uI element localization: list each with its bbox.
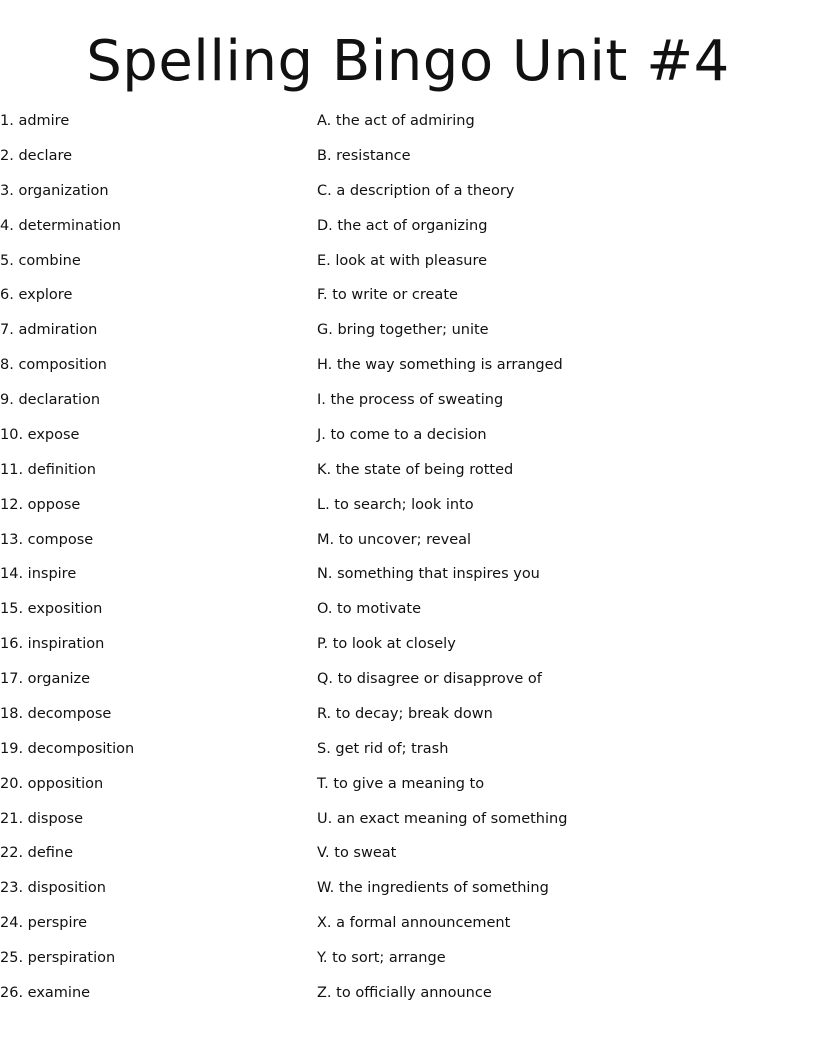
word-item: 13. compose: [0, 531, 94, 548]
word-item: 2. declare: [0, 147, 73, 164]
definition-item: C. a description of a theory: [317, 182, 515, 199]
definition-item: Z. to officially announce: [317, 985, 492, 1001]
word-item: 6. explore: [0, 287, 73, 304]
definition-item: D. the act of organizing: [317, 217, 488, 234]
word-item: 24. perspire: [0, 915, 88, 932]
definition-item: B. resistance: [317, 147, 411, 164]
definition-item: N. something that inspires you: [317, 566, 540, 583]
definition-item: R. to decay; break down: [317, 705, 493, 722]
word-item: 10. expose: [0, 426, 80, 443]
definition-item: T. to give a meaning to: [317, 775, 485, 792]
word-item: 12. oppose: [0, 496, 81, 513]
word-item: 17. organize: [0, 671, 91, 688]
definition-item: L. to search; look into: [317, 496, 474, 513]
word-item: 18. decompose: [0, 705, 112, 722]
definition-item: E. look at with pleasure: [317, 252, 488, 269]
word-item: 8. composition: [0, 357, 107, 374]
definition-item: J. to come to a decision: [317, 426, 487, 443]
definition-item: O. to motivate: [317, 601, 421, 618]
definition-item: V. to sweat: [317, 845, 397, 862]
word-item: 1. admire: [0, 113, 70, 129]
word-item: 16. inspiration: [0, 636, 105, 653]
page-title: Spelling Bingo Unit #4: [86, 29, 730, 94]
word-item: 14. inspire: [0, 566, 77, 583]
definition-item: U. an exact meaning of something: [317, 810, 568, 827]
definition-item: Q. to disagree or disapprove of: [317, 671, 542, 688]
word-item: 25. perspiration: [0, 950, 116, 967]
word-item: 3. organization: [0, 182, 109, 199]
word-item: 22. define: [0, 845, 74, 862]
definition-item: S. get rid of; trash: [317, 740, 449, 757]
word-item: 20. opposition: [0, 775, 104, 792]
definition-item: K. the state of being rotted: [317, 461, 514, 478]
definition-item: H. the way something is arranged: [317, 357, 563, 374]
word-item: 26. examine: [0, 985, 91, 1001]
word-item: 21. dispose: [0, 810, 84, 827]
definition-item: Y. to sort; arrange: [317, 950, 446, 967]
definition-item: W. the ingredients of something: [317, 880, 549, 897]
word-item: 5. combine: [0, 252, 81, 269]
definition-item: X. a formal announcement: [317, 915, 511, 932]
definition-item: I. the process of sweating: [317, 392, 504, 409]
definition-item: G. bring together; unite: [317, 322, 489, 339]
definition-item: P. to look at closely: [317, 636, 456, 653]
word-item: 7. admiration: [0, 322, 98, 339]
word-item: 23. disposition: [0, 880, 106, 897]
word-item: 4. determination: [0, 217, 121, 234]
definition-item: M. to uncover; reveal: [317, 531, 472, 548]
word-item: 11. definition: [0, 461, 96, 478]
word-item: 9. declaration: [0, 392, 101, 409]
word-item: 15. exposition: [0, 601, 103, 618]
definition-item: F. to write or create: [317, 287, 458, 304]
definition-item: A. the act of admiring: [317, 113, 475, 129]
word-item: 19. decomposition: [0, 740, 135, 757]
